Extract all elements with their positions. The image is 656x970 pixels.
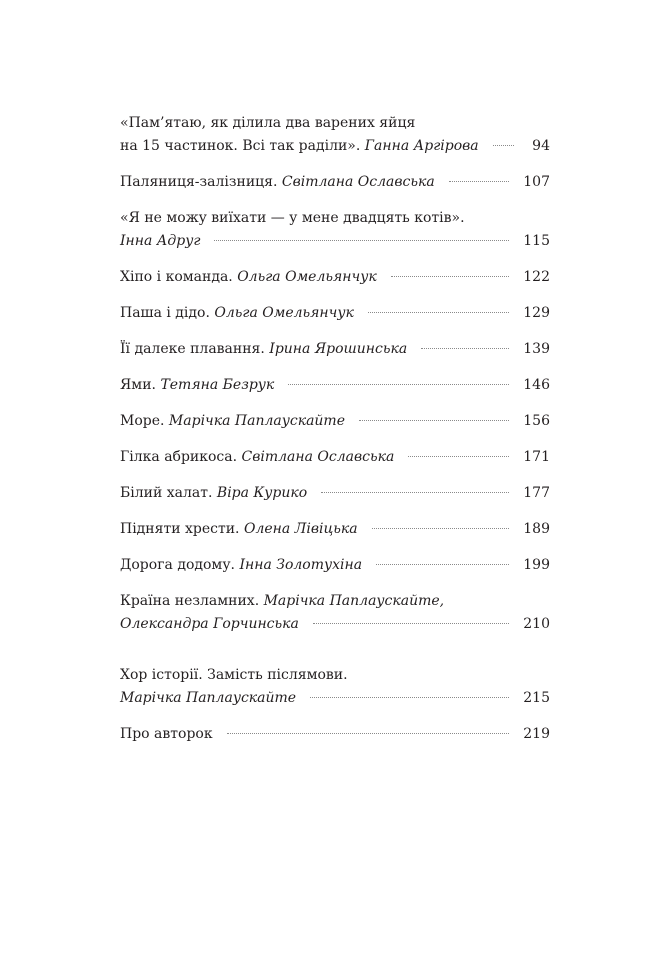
entry-author: Ольга Омельянчук: [214, 305, 354, 321]
toc-entry[interactable]: [120, 518, 550, 541]
dot-leader: [368, 312, 509, 313]
entry-author: Інна Адруг: [120, 233, 201, 249]
dot-leader: [408, 456, 509, 457]
page-number: 189: [523, 521, 550, 537]
page-number: 219: [523, 726, 550, 742]
entry-title-line1: [120, 590, 550, 613]
toc-entry[interactable]: [120, 302, 550, 325]
entry-title-line1: «Я не можу виїхати — у мене двадцять котів».: [120, 210, 465, 226]
entry-title: Країна незламних.: [120, 593, 260, 609]
table-of-contents: [120, 112, 550, 759]
dot-leader: [310, 697, 509, 698]
page-number: 171: [523, 449, 550, 465]
entry-title-line1: «Пам’ятаю, як ділила два варених яйця: [120, 115, 416, 131]
entry-author: Марічка Паплаускайте: [120, 690, 297, 706]
toc-entry[interactable]: [120, 664, 550, 710]
page-number: 199: [523, 557, 550, 573]
page-number: 146: [523, 377, 550, 393]
entry-title: Паша і дідо.: [120, 305, 210, 321]
page-number: 156: [523, 413, 550, 429]
page-number: 122: [523, 269, 550, 285]
toc-entry[interactable]: [120, 554, 550, 577]
entry-author: Ірина Ярошинська: [269, 341, 408, 357]
page-number: 215: [523, 690, 550, 706]
entry-author: Інна Золотухіна: [239, 557, 363, 573]
toc-entry[interactable]: [120, 266, 550, 289]
toc-entry[interactable]: [120, 482, 550, 505]
toc-entry[interactable]: [120, 590, 550, 636]
entry-author: Марічка Паплаускайте: [168, 413, 345, 429]
page-number: 115: [523, 233, 550, 249]
entry-title: на 15 частинок. Всі так раділи».: [120, 138, 361, 154]
entry-title: Її далеке плавання.: [120, 341, 265, 357]
dot-leader: [313, 623, 509, 624]
dot-leader: [227, 733, 510, 734]
page-number: 210: [523, 616, 550, 632]
entry-title: Підняти хрести.: [120, 521, 240, 537]
entry-author: Тетяна Безрук: [160, 377, 275, 393]
entry-title: Дорога додому.: [120, 557, 236, 573]
entry-title: Паляниця-залізниця.: [120, 174, 278, 190]
toc-entry[interactable]: [120, 338, 550, 361]
dot-leader: [493, 145, 514, 146]
entry-title: Ями.: [120, 377, 156, 393]
entry-author: Віра Курико: [216, 485, 308, 501]
entry-title: Хіпо і команда.: [120, 269, 233, 285]
dot-leader: [359, 420, 509, 421]
page-number: 129: [523, 305, 550, 321]
page-number: 94: [532, 138, 550, 154]
page-number: 107: [523, 174, 550, 190]
entry-author: Ганна Аргірова: [364, 138, 479, 154]
entry-title: Гілка абрикоса.: [120, 449, 238, 465]
dot-leader: [449, 181, 510, 182]
toc-entry[interactable]: [120, 112, 550, 158]
entry-title: Білий халат.: [120, 485, 213, 501]
entry-title-line1: Хор історії. Замість післямови.: [120, 667, 348, 683]
entry-author: Світлана Ославська: [281, 174, 435, 190]
toc-entry[interactable]: [120, 410, 550, 433]
toc-entry[interactable]: [120, 207, 550, 253]
page-number: 177: [523, 485, 550, 501]
dot-leader: [288, 384, 509, 385]
toc-entry[interactable]: [120, 723, 550, 746]
dot-leader: [214, 240, 509, 241]
entry-author: Олександра Горчинська: [120, 616, 299, 632]
toc-entry[interactable]: [120, 374, 550, 397]
entry-author: Марічка Паплаускайте,: [263, 593, 445, 609]
dot-leader: [376, 564, 509, 565]
dot-leader: [391, 276, 510, 277]
page-number: 139: [523, 341, 550, 357]
entry-author: Світлана Ославська: [241, 449, 395, 465]
entry-title: Про авторок: [120, 726, 213, 742]
dot-leader: [421, 348, 509, 349]
toc-entry[interactable]: [120, 446, 550, 469]
dot-leader: [321, 492, 509, 493]
entry-title: Море.: [120, 413, 165, 429]
entry-author: Ольга Омельянчук: [237, 269, 377, 285]
dot-leader: [372, 528, 510, 529]
entry-author: Олена Лівіцька: [243, 521, 358, 537]
toc-entry[interactable]: [120, 171, 550, 194]
